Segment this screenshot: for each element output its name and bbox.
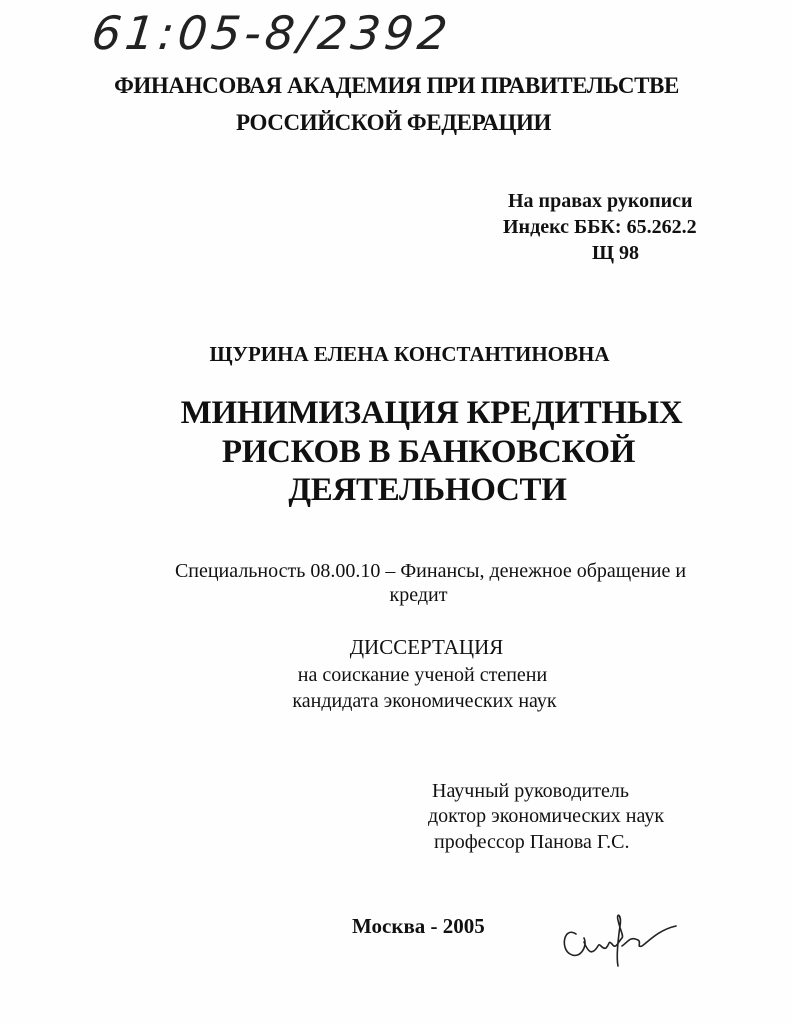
degree-line-2: кандидата экономических наук xyxy=(292,690,557,712)
bbk-index: Индекс ББК: 65.262.2 xyxy=(503,216,697,238)
signature-icon xyxy=(558,896,678,976)
city-year: Москва - 2005 xyxy=(352,914,485,938)
degree-line-1: на соискание ученой степени xyxy=(297,664,548,686)
thesis-title-line-2: РИСКОВ В БАНКОВСКОЙ xyxy=(221,434,636,470)
supervisor-role: Научный руководитель xyxy=(432,780,629,802)
thesis-title-line-3: ДЕЯТЕЛЬНОСТИ xyxy=(288,472,567,508)
dissertation-label: ДИССЕРТАЦИЯ xyxy=(349,635,504,659)
author-code: Щ 98 xyxy=(592,242,639,264)
author-name: ЩУРИНА ЕЛЕНА КОНСТАНТИНОВНА xyxy=(209,342,610,366)
institution-line-1: ФИНАНСОВАЯ АКАДЕМИЯ ПРИ ПРАВИТЕЛЬСТВЕ xyxy=(114,73,679,98)
thesis-title-line-1: МИНИМИЗАЦИЯ КРЕДИТНЫХ xyxy=(180,395,683,431)
supervisor-degree: доктор экономических наук xyxy=(428,805,665,827)
institution-line-2: РОССИЙСКОЙ ФЕДЕРАЦИИ xyxy=(236,110,551,135)
archive-code: 61:05-8/2392 xyxy=(89,6,454,60)
manuscript-rights: На правах рукописи xyxy=(508,190,693,212)
supervisor-name: профессор Панова Г.С. xyxy=(434,831,630,853)
specialty-line-1: Специальность 08.00.10 – Финансы, денежное обращение и xyxy=(174,560,687,582)
specialty-line-2: кредит xyxy=(389,584,448,606)
